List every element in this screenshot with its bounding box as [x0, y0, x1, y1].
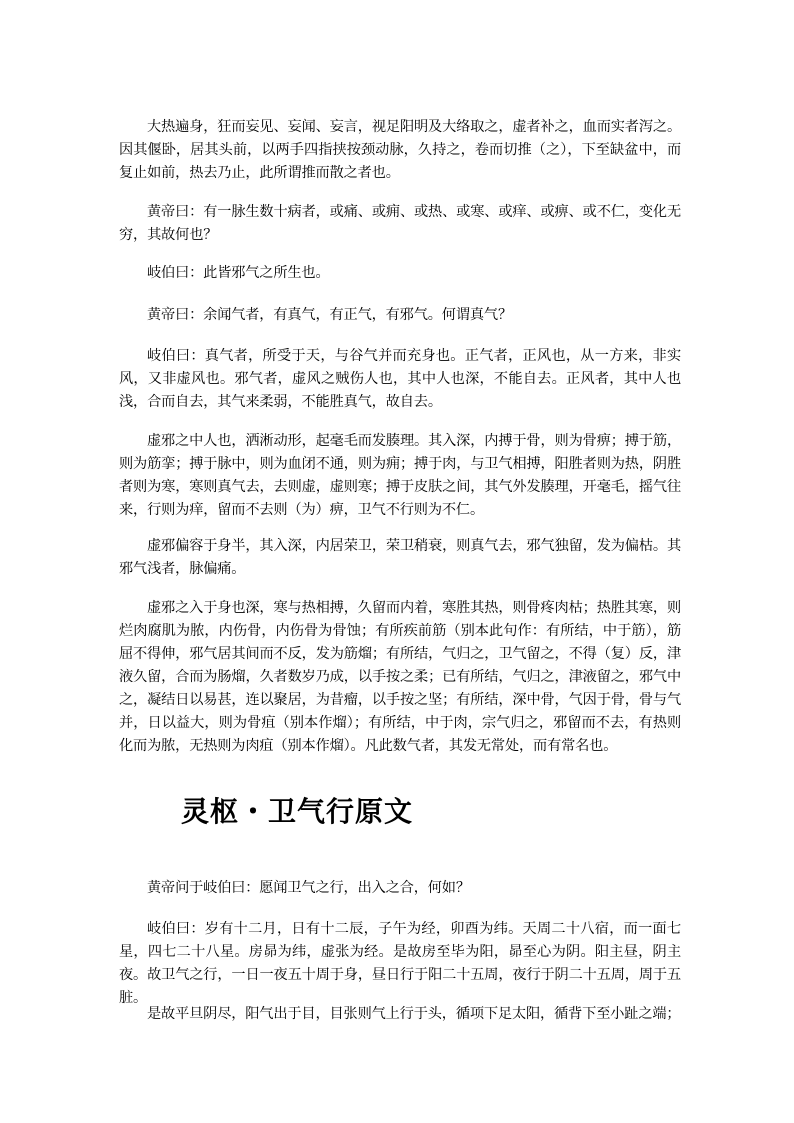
section-heading: 灵枢・卫气行原文: [181, 795, 414, 828]
paragraph-dawn-yang-qi: 是故平旦阴尽，阳气出于目，目张则气上行于头，循项下足太阳，循背下至小趾之端；: [147, 1006, 681, 1022]
paragraph-deficient-evil-strikes: 虚邪之中人也，洒淅动形，起毫毛而发腠理。其入深，内搏于骨，则为骨痹；搏于筋，则为筋挛；搏于脉中，则为血闭不通，则为痈；搏于肉，与卫气相搏，阳胜者则为热，阴胜者则为寒，寒则真气去，去则虚，虚则寒；搏于皮肤之间，其气外发腠理，开毫毛，摇气往来，行则为痒，留而不去则（为）痹，卫气不行则为不仁。: [119, 433, 681, 518]
paragraph-qibo-wei-qi-cycle: 岐伯曰：岁有十二月，日有十二辰，子午为经，卯酉为纬。天周二十八宿，而一面七星，四七二十八星。房昴为纬，虚张为经。是故房至毕为阳，昴至心为阴。阳主昼，阴主夜。故卫气之行，一日一夜五十周于身，昼日行于阳二十五周，夜行于阴二十五周，周于五脏。: [119, 921, 681, 1006]
paragraph-qibo-evil-qi: 岐伯曰：此皆邪气之所生也。: [147, 265, 330, 281]
paragraph-deficient-evil-deep-entry: 虚邪之入于身也深，寒与热相搏，久留而内着，寒胜其热，则骨疼肉枯；热胜其寒，则烂肉腐肌为脓，内伤骨，内伤骨为骨蚀；有所疾前筋（别本此句作：有所结，中于筋），筋屈不得伸，邪气居其间而不反，发为筋熘；有所结，气归之，卫气留之，不得（复）反，津液久留，合而为肠熘，久者数岁乃成，以手按之柔；已有所结，气归之，津液留之，邪气中之，凝结日以易甚，连以聚居，为昔瘤，以手按之坚；有所结，深中骨，气因于骨，骨与气并，日以益大，则为骨疽（别本作熘）；有所结，中于肉，宗气归之，邪留而不去，有热则化而为脓，无热则为肉疽（别本作熘）。凡此数气者，其发无常处，而有常名也。: [119, 600, 681, 754]
paragraph-qibo-true-qi-answer: 岐伯曰：真气者，所受于天，与谷气并而充身也。正气者，正风也，从一方来，非实风，又非虚风也。邪气者，虚风之贼伤人也，其中人也深，不能自去。正风者，其中人也浅，合而自去，其气来柔弱，不能胜真气，故自去。: [119, 348, 681, 410]
paragraph-huangdi-asks-wei-qi: 黄帝问于岐伯曰：愿闻卫气之行，出入之合，何如？: [147, 880, 470, 896]
paragraph-huangdi-true-qi-question: 黄帝曰：余闻气者，有真气，有正气，有邪气。何谓真气？: [147, 307, 512, 323]
paragraph-huangdi-question-one-pulse: 黄帝曰：有一脉生数十病者，或痛、或痈、或热、或寒、或痒、或痹、或不仁，变化无穷，其故何也？: [119, 204, 681, 243]
paragraph-deficient-evil-half-body: 虚邪偏容于身半，其入深，内居荣卫，荣卫稍衰，则真气去，邪气独留，发为偏枯。其邪气浅者，脉偏痛。: [119, 538, 681, 577]
paragraph-fever-treatment: 大热遍身，狂而妄见、妄闻、妄言，视足阳明及大络取之，虚者补之，血而实者泻之。因其偃卧，居其头前，以两手四指挟按颈动脉，久持之，卷而切推（之），下至缺盆中，而复止如前，热去乃止，此所谓推而散之者也。: [119, 119, 681, 181]
